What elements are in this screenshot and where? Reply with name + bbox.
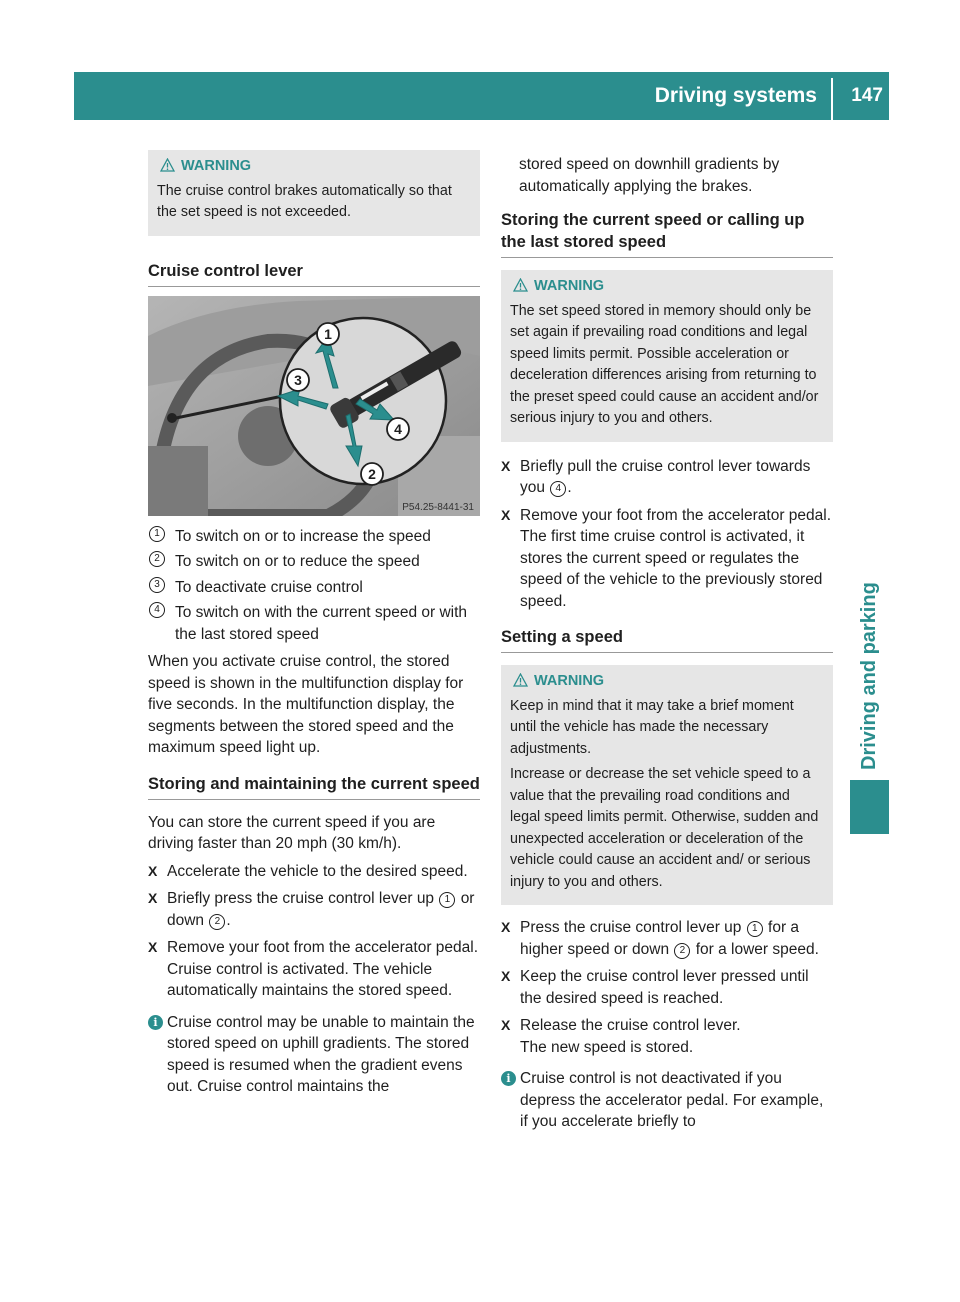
step-item	[501, 1015, 833, 1058]
header-separator	[831, 78, 833, 120]
marker-4-icon: 4	[550, 481, 566, 497]
step-arrow-icon: X	[501, 457, 511, 474]
warning-triangle-icon	[160, 158, 175, 172]
warning-label: WARNING	[181, 158, 252, 174]
info-icon: i	[148, 1015, 163, 1030]
marker-2-icon: 2	[674, 943, 690, 959]
legend-item	[148, 551, 480, 573]
step-item	[501, 505, 833, 613]
legend-item	[148, 577, 480, 599]
warning-text: The set speed stored in memory should only be set again if prevailing road conditions and legal speed limits permit. Possible acceleration or deceleration differences arising from returning to the preset speed could cause an accident and/or serious injury to you and others.	[510, 302, 819, 426]
step-text: for a lower speed.	[695, 940, 819, 958]
section-heading: Cruise control lever	[148, 260, 480, 287]
legend-item	[148, 602, 480, 645]
warning-text: The cruise control brakes automatically so that the set speed is not exceeded.	[157, 182, 452, 220]
step-text: Remove your foot from the accelerator pedal.	[167, 939, 479, 956]
step-text: Briefly pull the cruise control lever towards you	[520, 457, 811, 496]
side-tab-label: Driving and parking	[858, 582, 880, 770]
step-item	[148, 861, 480, 883]
step-result: The first time cruise control is activated, it stores the current speed or regulates the speed of the vehicle to the previously stored speed.	[520, 528, 823, 610]
info-text: Cruise control is not deactivated if you depress the accelerator pedal. For example, if you accelerate briefly to	[520, 1070, 824, 1130]
warning-triangle-icon	[513, 278, 528, 292]
legend-text: To switch on with the current speed or with the last stored speed	[175, 604, 468, 643]
image-callout: 1	[324, 325, 332, 342]
warning-label: WARNING	[534, 278, 605, 294]
right-column	[501, 150, 833, 1133]
step-result: Cruise control is activated. The vehicle automatically maintains the stored speed.	[167, 960, 453, 999]
step-text: Press the cruise control lever up	[520, 919, 742, 936]
info-note	[501, 1068, 833, 1133]
warning-text: Increase or decrease the set vehicle speed to a value that the prevailing road conditions and legal speed limits permit. Otherwise, sudden and unexpected acceleration or deceleration of the vehicle could cause an accident and/ or serious injury to you and others.	[510, 766, 819, 890]
info-note	[148, 1012, 480, 1098]
step-text: Accelerate the vehicle to the desired speed.	[167, 862, 468, 880]
warning-box	[501, 665, 833, 905]
marker-1-icon: 1	[149, 526, 165, 542]
cruise-control-lever-photo	[148, 296, 480, 516]
legend-text: To deactivate cruise control	[175, 578, 363, 596]
step-arrow-icon: X	[501, 1017, 511, 1033]
step-arrow-icon: X	[148, 939, 158, 955]
warning-header	[157, 156, 470, 178]
step-item	[501, 917, 833, 960]
warning-triangle-icon	[513, 673, 528, 687]
info-text: Cruise control may be unable to maintain the stored speed on uphill gradients. The stored speed is resumed when the gradient evens out. Cruise control maintains the	[167, 1013, 475, 1095]
step-item	[148, 888, 480, 931]
step-arrow-icon: X	[501, 506, 511, 523]
section-heading: Storing the current speed or calling up the last stored speed	[501, 209, 833, 258]
legend-list	[148, 526, 480, 646]
section-heading: Storing and maintaining the current speed	[148, 773, 480, 800]
step-result: The new speed is stored.	[520, 1038, 694, 1056]
step-text: Keep the cruise control lever pressed until the desired speed is reached.	[520, 968, 809, 1007]
step-text: Remove your foot from the accelerator pedal.	[520, 506, 832, 524]
step-arrow-icon: X	[148, 862, 158, 879]
left-column	[148, 150, 480, 1098]
legend-text: To switch on or to increase the speed	[175, 527, 431, 545]
step-arrow-icon: X	[501, 968, 511, 984]
step-text: for a higher speed or down	[520, 919, 800, 958]
section-heading: Setting a speed	[501, 626, 833, 653]
legend-text: To switch on or to reduce the speed	[175, 553, 420, 570]
marker-1-icon: 1	[439, 892, 455, 908]
step-item	[148, 937, 480, 1002]
image-code: P54.25-8441-31	[402, 501, 474, 513]
step-item	[501, 966, 833, 1009]
legend-item	[148, 526, 480, 548]
warning-label: WARNING	[534, 673, 605, 689]
side-tab-marker	[850, 780, 889, 834]
image-callout: 3	[294, 371, 302, 388]
marker-1-icon: 1	[747, 921, 763, 937]
step-arrow-icon: X	[501, 919, 511, 935]
warning-header	[510, 276, 823, 298]
header-bar	[74, 72, 889, 120]
warning-text: Keep in mind that it may take a brief moment until the vehicle has made the necessary adjustments.	[510, 697, 794, 757]
paragraph: You can store the current speed if you are driving faster than 20 mph (30 km/h).	[148, 813, 436, 852]
continued-text: stored speed on downhill gradients by automatically applying the brakes.	[519, 156, 780, 195]
info-icon: i	[501, 1071, 516, 1086]
image-callout: 2	[368, 465, 376, 482]
header-title: Driving systems	[654, 84, 817, 107]
step-text: Briefly press the cruise control lever up	[167, 890, 435, 907]
step-arrow-icon: X	[148, 890, 158, 906]
marker-4-icon: 4	[149, 602, 165, 618]
paragraph: When you activate cruise control, the stored speed is shown in the multifunction display for five seconds. In the multifunction display, the segments between the stored speed and the maximum speed light up.	[148, 653, 464, 756]
step-text: .	[226, 911, 231, 929]
step-text: or down	[167, 890, 475, 929]
image-callout: 4	[394, 420, 402, 437]
page-number: 147	[851, 85, 883, 106]
warning-box	[148, 150, 480, 236]
warning-box	[501, 270, 833, 442]
marker-3-icon: 3	[149, 577, 165, 593]
marker-2-icon: 2	[149, 551, 165, 567]
step-item	[501, 456, 833, 499]
step-text: Release the cruise control lever.	[520, 1017, 741, 1034]
step-text: .	[567, 479, 572, 496]
warning-header	[510, 671, 823, 693]
marker-2-icon: 2	[209, 914, 225, 930]
